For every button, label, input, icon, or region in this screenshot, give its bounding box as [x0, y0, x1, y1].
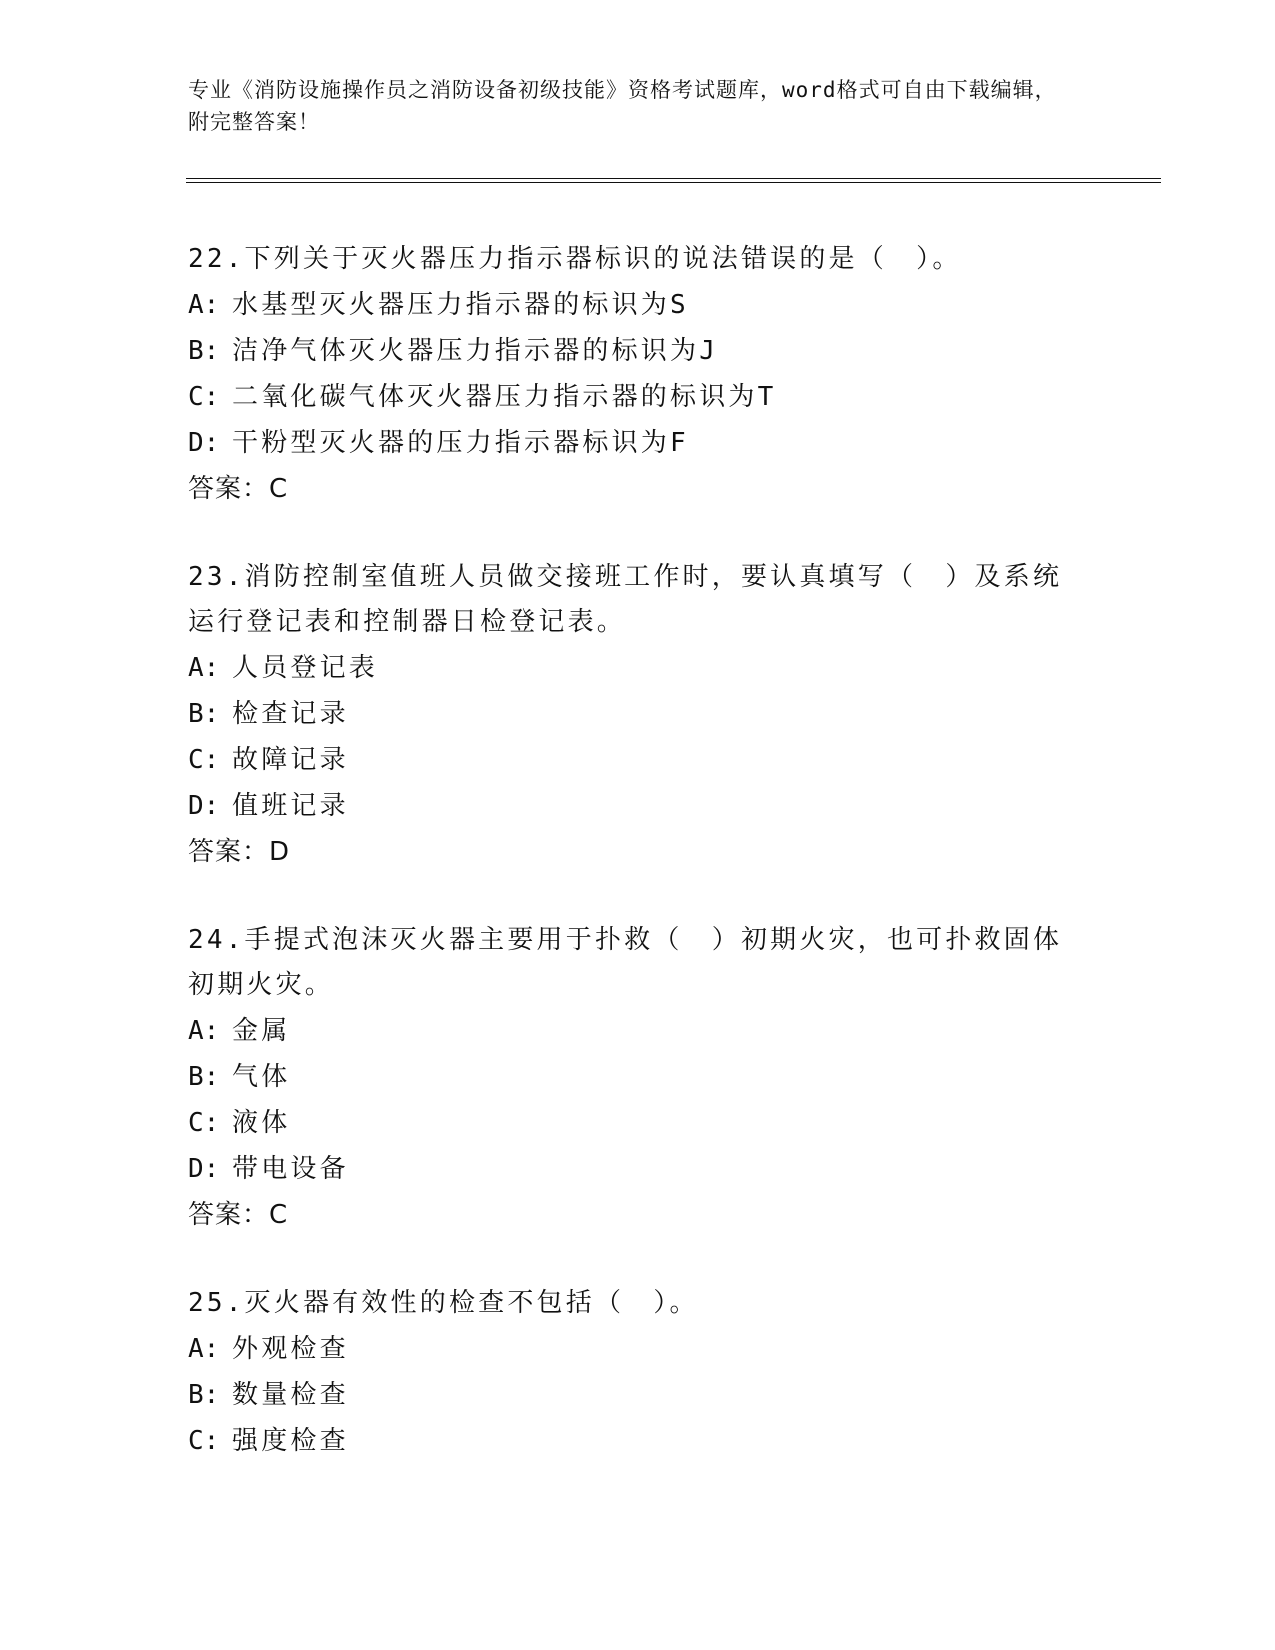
option-a — [188, 645, 1088, 691]
header-rule-bottom — [186, 182, 1161, 183]
question-stem: 24.手提式泡沫灭火器主要用于扑救（ ）初期火灾，也可扑救固体初期火灾。 — [188, 925, 1063, 1000]
answer-line: 答案：C — [188, 1200, 289, 1230]
option-letter: C: — [188, 1108, 220, 1138]
document-header: 专业《消防设施操作员之消防设备初级技能》资格考试题库，word格式可自由下载编辑，附完整答案！ — [188, 78, 1057, 134]
question-stem: 22.下列关于灭火器压力指示器标识的说法错误的是（ ）。 — [188, 244, 962, 274]
option-text: 干粉型灭火器的压力指示器标识为F — [232, 428, 689, 458]
option-b — [188, 691, 1088, 737]
option-letter: B: — [188, 1062, 220, 1092]
option-text: 强度检查 — [232, 1426, 349, 1456]
option-a — [188, 1008, 1088, 1054]
question-22 — [188, 237, 1088, 512]
option-d — [188, 1146, 1088, 1192]
answer-line: 答案：C — [188, 474, 289, 504]
option-text: 故障记录 — [232, 745, 349, 775]
option-text: 值班记录 — [232, 791, 349, 821]
header-rule-top — [186, 178, 1161, 179]
question-stem: 25.灭火器有效性的检查不包括（ ）。 — [188, 1288, 699, 1318]
option-text: 液体 — [232, 1108, 291, 1138]
option-letter: A: — [188, 1016, 220, 1046]
option-letter: A: — [188, 653, 220, 683]
option-c — [188, 1100, 1088, 1146]
question-23 — [188, 555, 1088, 875]
option-text: 检查记录 — [232, 699, 349, 729]
option-letter: A: — [188, 290, 220, 320]
option-c — [188, 1418, 1088, 1464]
option-letter: B: — [188, 699, 220, 729]
question-stem: 23.消防控制室值班人员做交接班工作时，要认真填写（ ）及系统运行登记表和控制器日检登记表。 — [188, 562, 1063, 637]
answer-line: 答案：D — [188, 837, 291, 867]
option-b — [188, 1054, 1088, 1100]
option-text: 人员登记表 — [232, 653, 379, 683]
question-24 — [188, 918, 1088, 1238]
option-d — [188, 420, 1088, 466]
option-text: 二氧化碳气体灭火器压力指示器的标识为T — [232, 382, 777, 412]
option-c — [188, 737, 1088, 783]
option-letter: C: — [188, 745, 220, 775]
option-c — [188, 374, 1088, 420]
option-letter: D: — [188, 791, 220, 821]
option-letter: C: — [188, 1426, 220, 1456]
option-letter: C: — [188, 382, 220, 412]
option-letter: D: — [188, 1154, 220, 1184]
option-letter: D: — [188, 428, 220, 458]
option-text: 洁净气体灭火器压力指示器的标识为J — [232, 336, 719, 366]
option-a — [188, 282, 1088, 328]
option-text: 数量检查 — [232, 1380, 349, 1410]
option-text: 带电设备 — [232, 1154, 349, 1184]
question-list — [188, 237, 1088, 1507]
option-d — [188, 783, 1088, 829]
question-25 — [188, 1281, 1088, 1464]
option-b — [188, 328, 1088, 374]
option-letter: B: — [188, 336, 220, 366]
option-text: 气体 — [232, 1062, 291, 1092]
option-letter: A: — [188, 1334, 220, 1364]
option-text: 金属 — [232, 1016, 291, 1046]
option-letter: B: — [188, 1380, 220, 1410]
option-b — [188, 1372, 1088, 1418]
option-a — [188, 1326, 1088, 1372]
option-text: 水基型灭火器压力指示器的标识为S — [232, 290, 689, 320]
option-text: 外观检查 — [232, 1334, 349, 1364]
